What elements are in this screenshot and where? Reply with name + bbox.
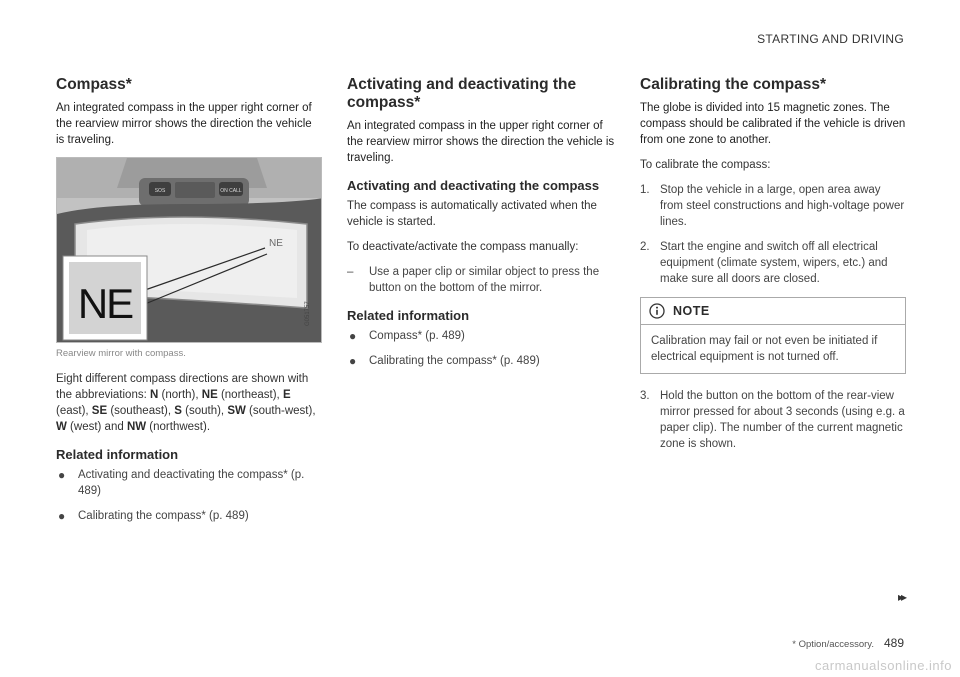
compass-title: Compass* (56, 76, 132, 93)
bullet-dot: ● (58, 468, 66, 482)
calibrate-section (640, 76, 906, 461)
manual-step-text: Use a paper clip or similar object to press the button on the bottom of the mirror. (369, 266, 600, 294)
calibration-steps (640, 182, 906, 287)
related-list (56, 467, 322, 524)
manual-step (347, 264, 615, 296)
calibrate-intro: The globe is divided into 15 magnetic zones. The compass should be calibrated if the vehicle is driven from one zone to another. (640, 102, 906, 146)
dir-w-desc: (west) and (66, 421, 127, 433)
related-link-text: Compass* (p. 489) (369, 330, 465, 342)
note-box (640, 297, 906, 374)
calibration-steps-continued (640, 388, 906, 452)
step-text: Hold the button on the bottom of the rear-view mirror pressed for about 3 seconds (using e.g. a paper clip). The number of the current magnetic zone is shown. (660, 390, 905, 450)
info-icon (649, 303, 665, 319)
note-header (641, 298, 905, 325)
step-text: Start the engine and switch off all electrical equipment (climate system, wipers, etc.) and make sure all doors are closed. (660, 241, 888, 285)
calibration-step (640, 182, 906, 230)
step-number: 2. (640, 241, 650, 253)
dir-w: W (56, 421, 67, 433)
compass-zoom-label: NE (77, 280, 133, 327)
section-header: STARTING AND DRIVING (757, 32, 904, 46)
related-heading: Related information (347, 308, 470, 323)
activate-title: Activating and deactivating the compass* (347, 76, 577, 111)
related-link[interactable] (347, 328, 615, 344)
page-footer (792, 636, 904, 650)
dir-sw: SW (227, 405, 246, 417)
note-label: NOTE (673, 304, 710, 318)
step-number: 3. (640, 390, 650, 402)
activate-subheading: Activating and deactivating the compass (347, 178, 600, 193)
step-text: Stop the vehicle in a large, open area away from steel constructions and high-voltage power lines. (660, 184, 905, 228)
directions-pre: Eight different compass directions are shown with the abbreviations: (56, 373, 309, 401)
auto-activation-text: The compass is automatically activated when the vehicle is started. (347, 200, 597, 228)
note-text: Calibration may fail or not even be initiated if electrical equipment is not turned off. (651, 335, 878, 363)
calibration-step (640, 239, 906, 287)
compass-section (56, 76, 322, 533)
dir-n: N (149, 389, 159, 401)
continue-arrows-icon: ▸▸ (897, 590, 904, 604)
manual-activation-text: To deactivate/activate the compass manually: (347, 241, 579, 253)
related-link[interactable] (347, 353, 615, 369)
dir-sw-desc: (south-west), (245, 405, 316, 417)
steps-intro: To calibrate the compass: (640, 159, 771, 171)
activate-intro: An integrated compass in the upper right corner of the rearview mirror shows the direction the vehicle is traveling. (347, 120, 615, 164)
dir-ne-desc: (northeast), (217, 389, 283, 401)
dir-n-desc: (north), (158, 389, 202, 401)
compass-intro: An integrated compass in the upper right corner of the rearview mirror shows the direction the vehicle is traveling. (56, 102, 312, 146)
dir-s-desc: (south), (181, 405, 228, 417)
rearview-mirror-figure (56, 157, 322, 343)
footnote: * Option/accessory. (792, 639, 874, 650)
related-link-text: Calibrating the compass* (p. 489) (369, 355, 540, 367)
related-link-text: Calibrating the compass* (p. 489) (78, 510, 249, 522)
dir-e: E (282, 389, 291, 401)
calibration-step (640, 388, 906, 452)
dir-e-desc: (east), (56, 405, 92, 417)
related-list (347, 328, 615, 369)
step-number: 1. (640, 184, 650, 196)
calibrate-title: Calibrating the compass* (640, 76, 827, 93)
mirror-compass-readout: NE (269, 238, 283, 249)
page-number: 489 (883, 636, 904, 650)
activate-section (347, 76, 615, 378)
oncall-button-label: ON CALL (220, 188, 242, 194)
related-link[interactable] (56, 467, 322, 499)
directions-paragraph (56, 371, 322, 435)
manual-steps (347, 264, 615, 296)
figure-code: G051757 (305, 301, 311, 326)
bullet-dot: ● (58, 509, 66, 523)
figure-caption: Rearview mirror with compass. (56, 348, 186, 359)
dir-s: S (174, 405, 182, 417)
related-link[interactable] (56, 508, 322, 524)
dir-se-desc: (southeast), (107, 405, 175, 417)
related-heading: Related information (56, 447, 179, 462)
dir-se: SE (91, 405, 108, 417)
watermark: carmanualsonline.info (815, 658, 952, 673)
dash-marker: – (347, 266, 354, 278)
sos-button-label: SOS (154, 188, 166, 194)
dir-nw: NW (126, 421, 147, 433)
dir-ne: NE (201, 389, 218, 401)
dir-nw-desc: (northwest). (146, 421, 211, 433)
bullet-dot: ● (349, 329, 357, 343)
bullet-dot: ● (349, 354, 357, 368)
related-link-text: Activating and deactivating the compass* (p. 489) (78, 469, 305, 497)
mirror-illustration (57, 158, 322, 343)
